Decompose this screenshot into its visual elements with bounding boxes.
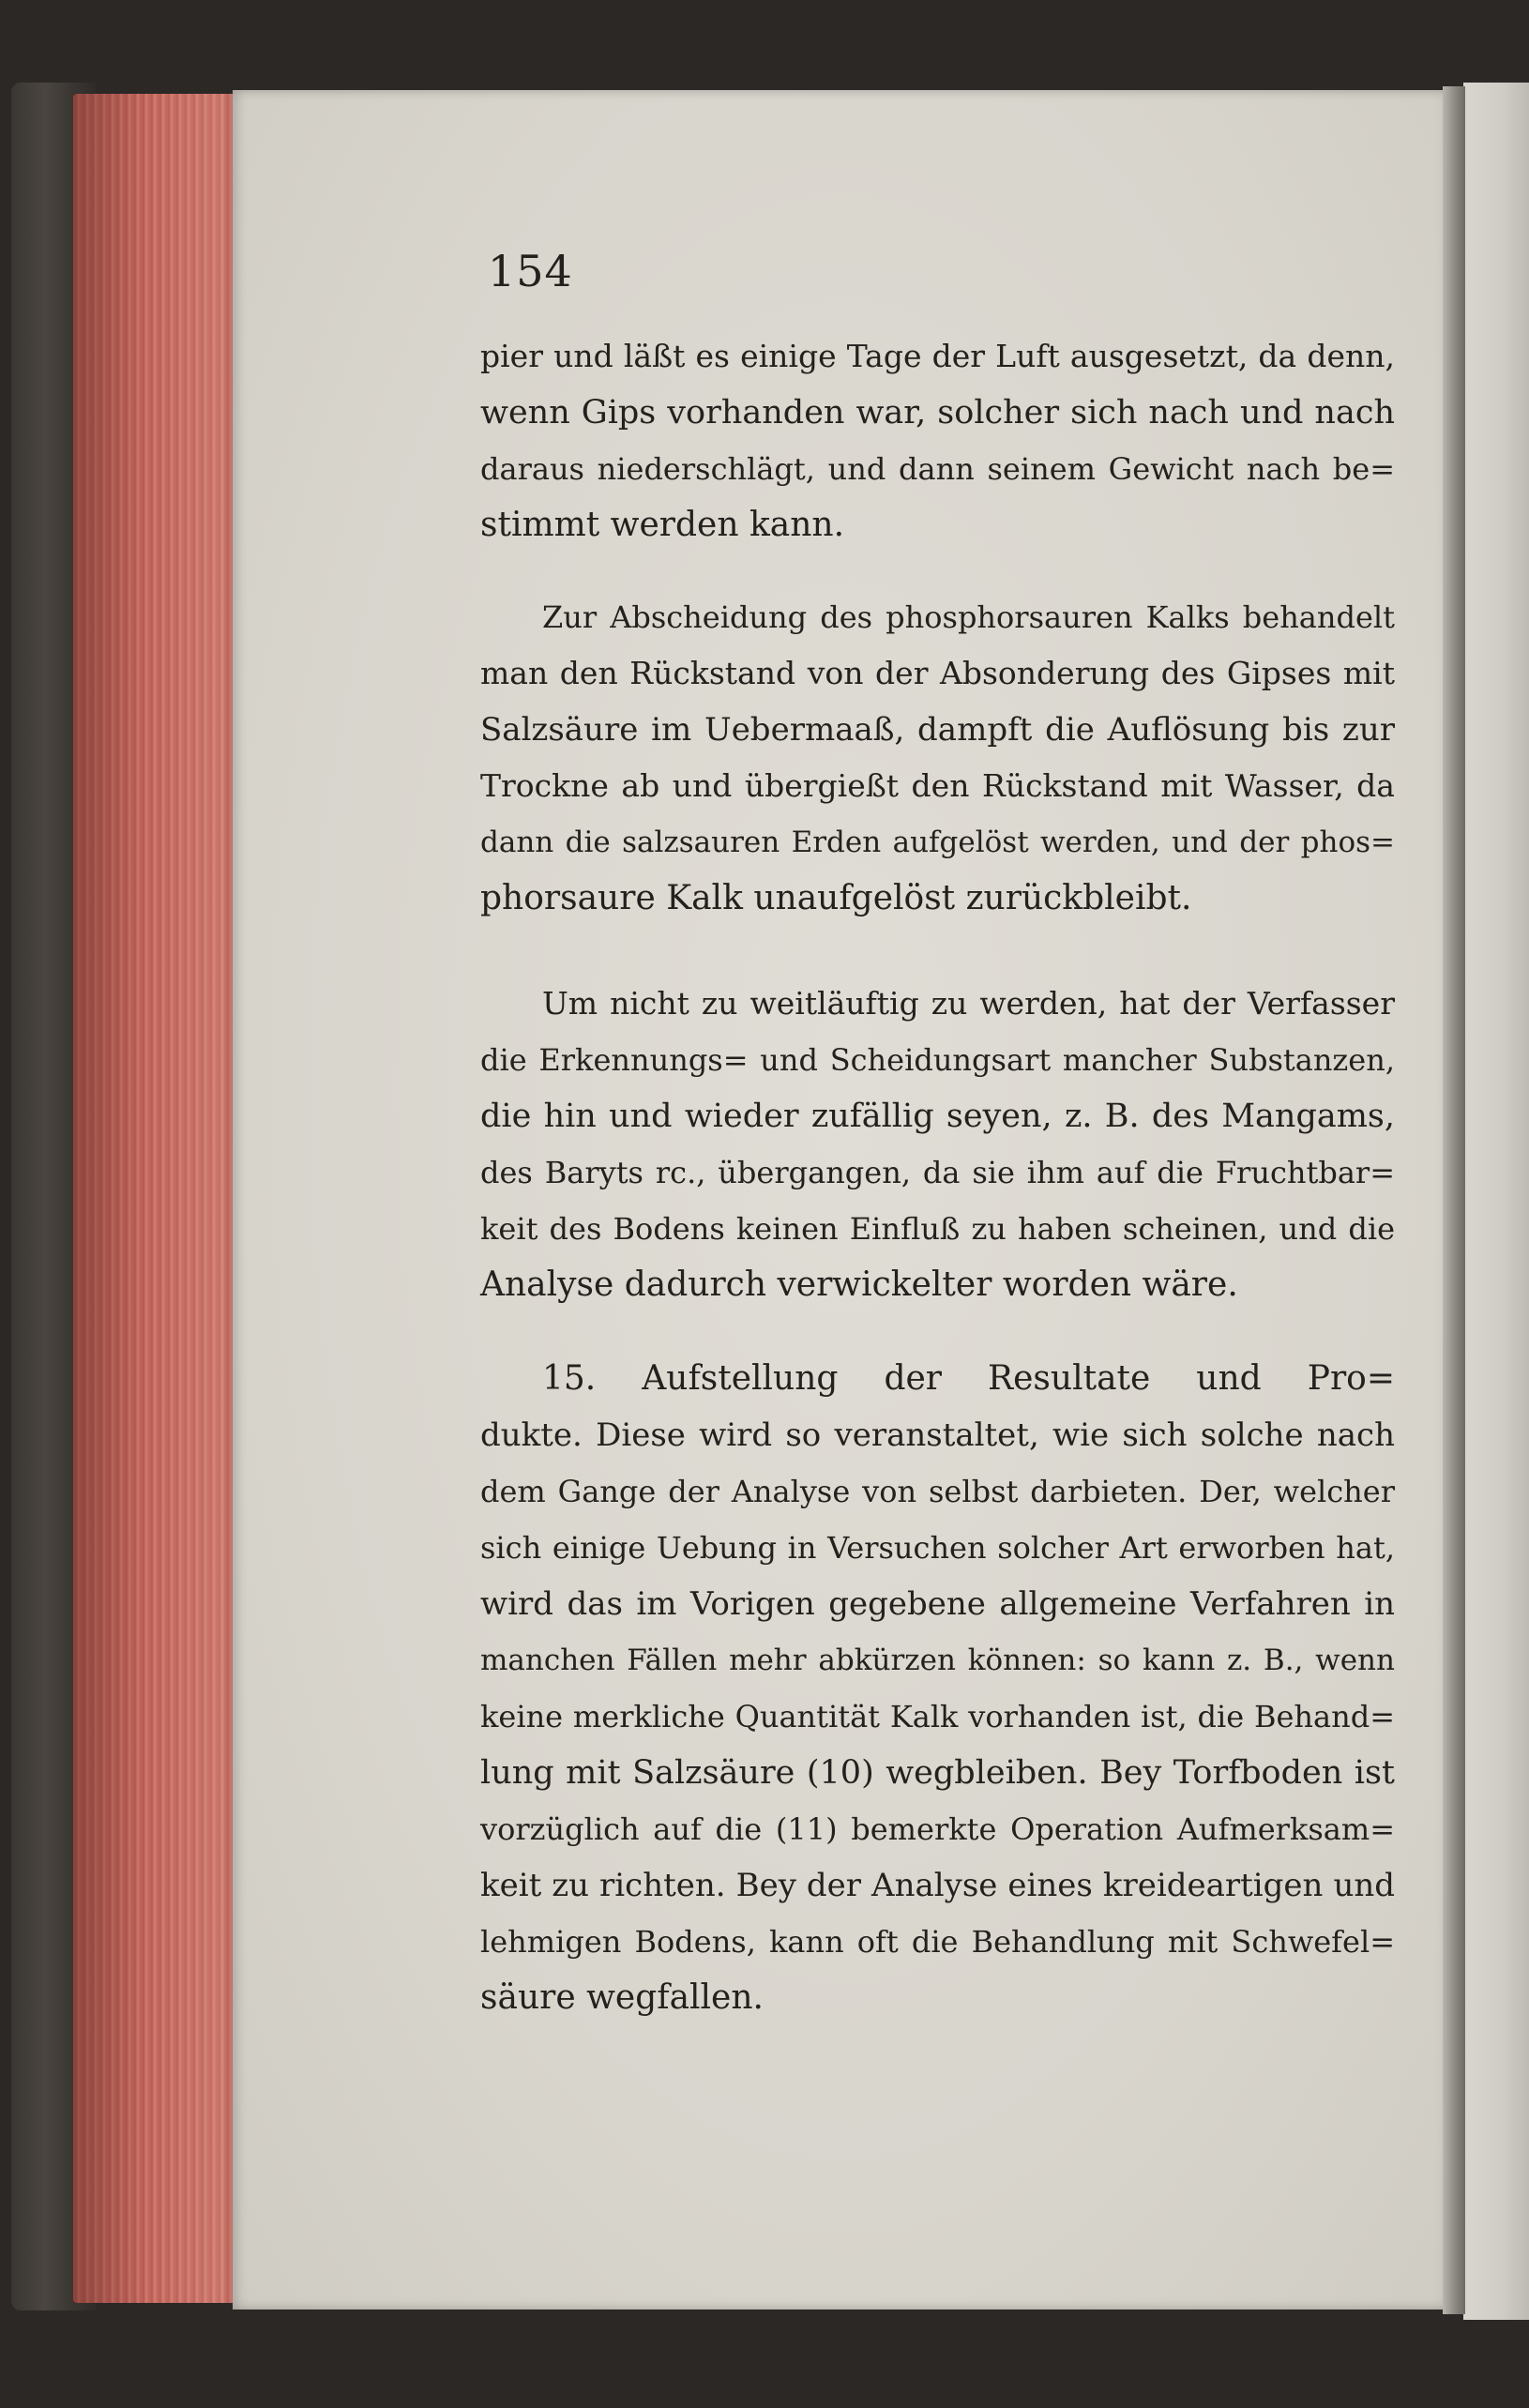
paragraph-2 — [480, 589, 1395, 927]
text-line: keit des Bodens keinen Einfluß zu haben scheinen, und die — [480, 1211, 1395, 1247]
text-line: dukte. Diese wird so veranstaltet, wie sich solche nach — [480, 1416, 1395, 1454]
text-line: man den Rückstand von der Absonderung des Gipses mit — [480, 655, 1395, 691]
text-line: Zur Abscheidung des phosphorsauren Kalks behandelt — [542, 599, 1395, 635]
text-line: vorzüglich auf die (11) bemerkte Operation Aufmerksam= — [480, 1811, 1395, 1847]
text-line: sich einige Uebung in Versuchen solcher Art erworben hat, — [480, 1530, 1395, 1566]
page-number: 154 — [488, 246, 573, 296]
text-line: Um nicht zu weitläuftig zu werden, hat der Verfasser — [542, 985, 1395, 1022]
section-heading-line: 15. Aufstellung der Resultate und Pro= — [542, 1359, 1395, 1398]
book-gutter — [1443, 86, 1465, 2314]
text-line: phorsaure Kalk unaufgelöst zurückbleibt. — [480, 879, 1192, 917]
text-line: keit zu richten. Bey der Analyse eines kreideartigen und — [480, 1867, 1395, 1904]
facing-page-edge — [1463, 83, 1529, 2320]
text-line: stimmt werden kann. — [480, 506, 845, 544]
text-line: keine merkliche Quantität Kalk vorhanden ist, die Behand= — [480, 1699, 1395, 1734]
text-line: des Baryts rc., übergangen, da sie ihm auf die Fruchtbar= — [480, 1155, 1395, 1190]
text-line: dann die salzsauren Erden aufgelöst werden, und der phos= — [480, 825, 1395, 859]
text-line: säure wegfallen. — [480, 1978, 764, 2017]
text-line: Trockne ab und übergießt den Rückstand mit Wasser, da — [480, 767, 1395, 804]
text-line: wenn Gips vorhanden war, solcher sich nach und nach — [480, 394, 1395, 432]
text-line: die Erkennungs= und Scheidungsart mancher Substanzen, — [480, 1042, 1395, 1078]
text-line: dem Gange der Analyse von selbst darbieten. Der, welcher — [480, 1474, 1395, 1509]
text-line: lung mit Salzsäure (10) wegbleiben. Bey Torfboden ist — [480, 1754, 1395, 1792]
text-line: die hin und wieder zufällig seyen, z. B. des Mangams, — [480, 1098, 1395, 1135]
text-line: pier und läßt es einige Tage der Luft ausgesetzt, da denn, — [480, 338, 1395, 374]
page-edges-shade — [73, 94, 238, 2303]
text-line: Salzsäure im Uebermaaß, dampft die Auflösung bis zur — [480, 711, 1395, 749]
text-line: daraus niederschlägt, und dann seinem Gewicht nach be= — [480, 451, 1395, 487]
text-line: Analyse dadurch verwickelter worden wäre. — [480, 1265, 1238, 1304]
paragraph-4 — [480, 1351, 1395, 2026]
text-line: lehmigen Bodens, kann oft die Behandlung mit Schwefel= — [480, 1924, 1395, 1960]
text-line: wird das im Vorigen gegebene allgemeine Verfahren in — [480, 1585, 1395, 1623]
paragraph-1 — [480, 328, 1395, 553]
text-line: manchen Fällen mehr abkürzen können: so kann z. B., wenn — [480, 1643, 1395, 1677]
paragraph-3 — [480, 976, 1395, 1313]
